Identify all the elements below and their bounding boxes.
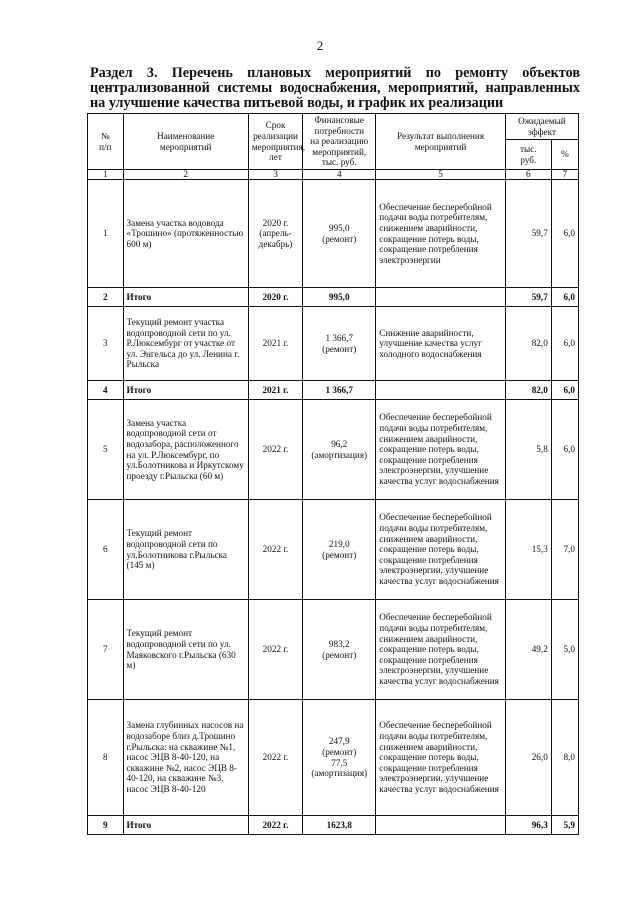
row-term: 2022 г. xyxy=(248,400,302,500)
col-index: 2 xyxy=(123,170,248,180)
table-row xyxy=(88,400,579,500)
row-name: Текущий ремонт участка водопроводной сети по ул. Р.Люксембург от участке от ул. Энгельса до ул. Ленина г. Рыльска xyxy=(123,307,248,381)
row-name: Замена глубинных насосов на водозаборе близ д.Трошино г.Рыльска: на скважине №1, насос ЭЦВ 8-40-120, на скважине №2, насос ЭЦВ 8-40-120, на скважине №3, насос ЭЦВ 8-40-120 xyxy=(123,700,248,816)
row-term: 2020 г. xyxy=(248,288,302,307)
row-term: 2022 г. xyxy=(248,700,302,816)
row-result: Обеспечение бесперебойной подачи воды потребителям, снижением аварийности, сокращение потерь воды, сокращение потребления электроэнергии xyxy=(376,180,506,288)
total-row xyxy=(88,288,579,307)
row-finance: 983,2 (ремонт) xyxy=(303,600,376,700)
row-name: Замена участка водовода «Трошино» (протяженностью 600 м) xyxy=(123,180,248,288)
row-finance: 995,0 xyxy=(303,288,376,307)
row-finance: 247,9 (ремонт) 77,5 (амортизация) xyxy=(303,700,376,816)
row-result: Обеспечение бесперебойной подачи воды потребителям, снижением аварийности, сокращение потерь воды, сокращение потребления электроэнергии, улучшение качества услуг водоснабжения xyxy=(376,400,506,500)
col-index: 5 xyxy=(376,170,506,180)
row-finance: 96,2 (амортизация) xyxy=(303,400,376,500)
row-effect-abs: 82,0 xyxy=(505,307,551,381)
row-num: 8 xyxy=(88,700,124,816)
row-finance: 1 366,7 xyxy=(303,381,376,400)
row-effect-pct: 6,0 xyxy=(551,381,578,400)
col-index: 3 xyxy=(248,170,302,180)
row-term: 2022 г. xyxy=(248,816,302,835)
row-finance: 1623,8 xyxy=(303,816,376,835)
row-result: Снижение аварийности, улучшение качества услуг холодного водоснабжения xyxy=(376,307,506,381)
row-effect-pct: 7,0 xyxy=(551,500,578,600)
row-effect-abs: 49,2 xyxy=(505,600,551,700)
table-row xyxy=(88,307,579,381)
row-effect-pct: 6,0 xyxy=(551,288,578,307)
row-effect-abs: 82,0 xyxy=(505,381,551,400)
header-finance: Финансовые потребности на реализацию мероприятий, тыс. руб. xyxy=(303,114,376,170)
col-index: 7 xyxy=(551,170,578,180)
row-name: Итого xyxy=(123,381,248,400)
column-index-row xyxy=(88,170,579,180)
row-term: 2021 г. xyxy=(248,381,302,400)
row-num: 2 xyxy=(88,288,124,307)
header-effect-pct: % xyxy=(551,140,578,170)
row-effect-pct: 5,0 xyxy=(551,600,578,700)
row-finance: 995,0 (ремонт) xyxy=(303,180,376,288)
total-row xyxy=(88,381,579,400)
section-title: Раздел 3. Перечень плановых мероприятий по ремонту объектов централизованной системы водоснабжения, мероприятий, направленных на улучшение качества питьевой воды, и график их реализации xyxy=(90,65,580,111)
row-effect-pct: 8,0 xyxy=(551,700,578,816)
row-effect-abs: 59,7 xyxy=(505,180,551,288)
row-effect-abs: 96,3 xyxy=(505,816,551,835)
header-term: Срок реализации мероприятия, лет xyxy=(248,114,302,170)
row-effect-abs: 5,8 xyxy=(505,400,551,500)
table-row xyxy=(88,500,579,600)
row-effect-abs: 26,0 xyxy=(505,700,551,816)
row-term: 2022 г. xyxy=(248,500,302,600)
row-result xyxy=(376,816,506,835)
row-effect-pct: 6,0 xyxy=(551,307,578,381)
row-result xyxy=(376,288,506,307)
header-name: Наименование мероприятий xyxy=(123,114,248,170)
table-row xyxy=(88,600,579,700)
col-index: 4 xyxy=(303,170,376,180)
row-name: Итого xyxy=(123,816,248,835)
table-row xyxy=(88,180,579,288)
row-term: 2020 г. (апрель- декабрь) xyxy=(248,180,302,288)
row-effect-abs: 15,3 xyxy=(505,500,551,600)
page-number: 2 xyxy=(316,38,324,53)
row-name: Текущий ремонт водопроводной сети по ул.Болотникова г.Рыльска (145 м) xyxy=(123,500,248,600)
row-name: Замена участка водопроводной сети от водозабора, расположенного на ул. Р.Люксембург, по ул.Болотникова и Иркутскому проезду г.Рыльска (60 м) xyxy=(123,400,248,500)
row-finance: 219,0 (ремонт) xyxy=(303,500,376,600)
row-effect-pct: 6,0 xyxy=(551,400,578,500)
row-result xyxy=(376,381,506,400)
row-term: 2021 г. xyxy=(248,307,302,381)
row-result: Обеспечение бесперебойной подачи воды потребителям, снижением аварийности, сокращение потерь воды, сокращение потребления электроэнергии, улучшение качества услуг водоснабжения xyxy=(376,600,506,700)
row-num: 5 xyxy=(88,400,124,500)
row-finance: 1 366,7 (ремонт) xyxy=(303,307,376,381)
header-effect-abs: тыс. руб. xyxy=(505,140,551,170)
header-result: Результат выполнения мероприятий xyxy=(376,114,506,170)
row-num: 7 xyxy=(88,600,124,700)
row-num: 6 xyxy=(88,500,124,600)
table-row xyxy=(88,700,579,816)
row-term: 2022 г. xyxy=(248,600,302,700)
row-effect-pct: 6,0 xyxy=(551,180,578,288)
row-effect-abs: 59,7 xyxy=(505,288,551,307)
row-name: Текущий ремонт водопроводной сети по ул. Маяковского г.Рыльска (630 м) xyxy=(123,600,248,700)
header-num: № п/п xyxy=(88,114,124,170)
row-num: 3 xyxy=(88,307,124,381)
total-row xyxy=(88,816,579,835)
row-num: 1 xyxy=(88,180,124,288)
row-result: Обеспечение бесперебойной подачи воды потребителям, снижением аварийности, сокращение потерь воды, сокращение потребления электроэнергии, улучшение качества услуг водоснабжения xyxy=(376,700,506,816)
row-num: 4 xyxy=(88,381,124,400)
row-num: 9 xyxy=(88,816,124,835)
plan-table xyxy=(87,113,579,835)
row-effect-pct: 5,9 xyxy=(551,816,578,835)
col-index: 6 xyxy=(505,170,551,180)
row-result: Обеспечение бесперебойной подачи воды потребителям, снижением аварийности, сокращение потерь воды, сокращение потребления электроэнергии, улучшение качества услуг водоснабжения xyxy=(376,500,506,600)
col-index: 1 xyxy=(88,170,124,180)
row-name: Итого xyxy=(123,288,248,307)
header-effect: Ожидаемый эффект xyxy=(505,114,578,140)
